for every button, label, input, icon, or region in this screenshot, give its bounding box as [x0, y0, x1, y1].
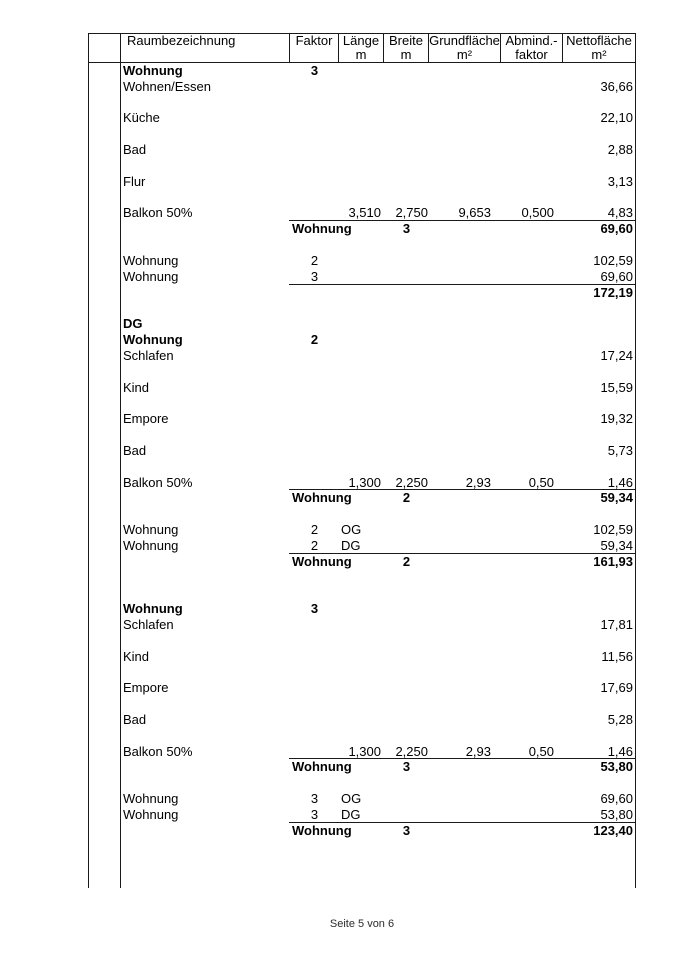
faktor-value: 3 [310, 268, 319, 284]
room-name: Wohnung [123, 522, 179, 538]
table-row-blank [89, 633, 635, 649]
column-header-unit: m [355, 47, 367, 62]
grundflaeche-value: 2,93 [465, 474, 491, 490]
table-row-apt [89, 807, 635, 823]
table-row-sum [89, 490, 635, 506]
room-name: Wohnung [123, 601, 183, 617]
nettoflaeche-value: 17,69 [600, 680, 633, 696]
room-name: Empore [123, 411, 169, 427]
table-row-group [89, 316, 635, 332]
abmind-value: 0,500 [521, 205, 554, 221]
column-header-label: Raumbezeichnung [127, 34, 236, 48]
table-row-blank [89, 95, 635, 111]
floor-label: OG [341, 791, 362, 807]
room-name: Balkon 50% [123, 474, 193, 490]
sum-count: 3 [402, 822, 411, 838]
nettoflaeche-value: 102,59 [593, 522, 633, 538]
faktor-value: 3 [310, 791, 319, 807]
sum-count: 3 [402, 759, 411, 775]
table-row-blank [89, 300, 635, 316]
table-row-blank [89, 158, 635, 174]
table-row-room [89, 380, 635, 396]
table-row-blank [89, 395, 635, 411]
abmind-value: 0,50 [528, 743, 554, 759]
nettoflaeche-value: 53,80 [600, 806, 633, 822]
nettoflaeche-value: 161,93 [593, 553, 633, 569]
room-name: Kind [123, 379, 150, 395]
faktor-value: 2 [310, 537, 319, 553]
nettoflaeche-value: 123,40 [593, 822, 633, 838]
column-header-grundflaeche [429, 34, 501, 62]
sum-count: 3 [402, 221, 411, 237]
room-name: Flur [123, 173, 146, 189]
table-row-blank [89, 728, 635, 744]
table-row-room [89, 110, 635, 126]
table-row-apt [89, 522, 635, 538]
sum-label: Wohnung [292, 221, 352, 237]
column-header-label: Faktor [295, 34, 333, 48]
room-name: Wohnen/Essen [123, 78, 211, 94]
table-row-blank [89, 237, 635, 253]
nettoflaeche-value: 19,32 [600, 411, 633, 427]
column-header-label: Breite [389, 34, 423, 48]
room-name: Balkon 50% [123, 205, 193, 221]
column-header-label: Grundfläche [429, 34, 500, 48]
nettoflaeche-value: 69,60 [600, 268, 633, 284]
column-header-unit: faktor [515, 47, 548, 62]
room-name: Bad [123, 442, 147, 458]
breite-value: 2,250 [395, 474, 428, 490]
grundflaeche-value: 9,653 [458, 205, 491, 221]
room-name: Schlafen [123, 347, 174, 363]
nettoflaeche-value: 11,56 [601, 648, 633, 664]
room-name: Wohnung [123, 791, 179, 807]
floor-label: OG [341, 522, 362, 538]
table-body [88, 63, 636, 888]
table-row-blank [89, 696, 635, 712]
sum-count: 2 [402, 553, 411, 569]
table-row-apt [89, 538, 635, 554]
table-row-sum [89, 823, 635, 839]
laenge-value: 1,300 [348, 743, 381, 759]
column-header-unit: m² [456, 47, 473, 62]
column-header-empty [89, 34, 121, 62]
room-name: Schlafen [123, 616, 174, 632]
faktor-value: 2 [310, 252, 319, 268]
faktor-value: 3 [310, 63, 319, 78]
table-row-room [89, 649, 635, 665]
nettoflaeche-value: 22,10 [600, 110, 633, 126]
table-row-sum [89, 221, 635, 237]
table-row-sum [89, 759, 635, 775]
room-name: Bad [123, 142, 147, 158]
table-row-room [89, 348, 635, 364]
table-row-apt [89, 269, 635, 285]
table-row-group [89, 332, 635, 348]
table-row-room [89, 79, 635, 95]
table-row-blank [89, 364, 635, 380]
column-header-label: Abmind.- [505, 34, 558, 48]
sum-label: Wohnung [292, 822, 352, 838]
column-header-faktor [290, 34, 339, 62]
nettoflaeche-value: 59,34 [600, 537, 633, 553]
table-row-room [89, 142, 635, 158]
nettoflaeche-value: 15,59 [600, 379, 633, 395]
table-row-total [89, 285, 635, 301]
table-row-meas [89, 744, 635, 760]
laenge-value: 3,510 [348, 205, 381, 221]
column-header-breite [384, 34, 429, 62]
nettoflaeche-value: 2,88 [607, 142, 633, 158]
column-header-abmindfaktor [501, 34, 563, 62]
nettoflaeche-value: 5,73 [607, 442, 633, 458]
nettoflaeche-value: 53,80 [600, 759, 633, 775]
table-row-blank [89, 775, 635, 791]
table-row-room [89, 712, 635, 728]
table-row-group [89, 63, 635, 79]
nettoflaeche-value: 69,60 [600, 221, 633, 237]
area-calculation-table [88, 33, 636, 889]
floor-label: DG [341, 806, 361, 822]
room-name: Wohnung [123, 252, 179, 268]
table-row-room [89, 443, 635, 459]
nettoflaeche-value: 17,24 [600, 347, 633, 363]
room-name: Wohnung [123, 806, 179, 822]
table-header-row [88, 33, 636, 63]
table-row-blank [89, 459, 635, 475]
table-row-blank [89, 585, 635, 601]
column-header-unit: m² [591, 47, 607, 62]
faktor-value: 2 [310, 522, 319, 538]
page-number: Seite 5 von 6 [329, 918, 395, 930]
table-row-blank [89, 126, 635, 142]
column-header-nettoflaeche [563, 34, 635, 62]
room-name: Bad [123, 711, 147, 727]
nettoflaeche-value: 59,34 [600, 490, 633, 506]
nettoflaeche-value: 102,59 [593, 252, 633, 268]
table-row-meas [89, 205, 635, 221]
floor-label: DG [341, 537, 361, 553]
table-row-blank [89, 570, 635, 586]
column-header-label: Nettofläche [566, 34, 632, 48]
sum-label: Wohnung [292, 759, 352, 775]
room-name: Küche [123, 110, 160, 126]
column-header-laenge [339, 34, 384, 62]
sum-label: Wohnung [292, 553, 352, 569]
room-name: Wohnung [123, 268, 179, 284]
grundflaeche-value: 2,93 [465, 743, 491, 759]
nettoflaeche-value: 1,46 [607, 474, 633, 490]
room-name: Balkon 50% [123, 743, 193, 759]
table-row-room [89, 174, 635, 190]
laenge-value: 1,300 [348, 474, 381, 490]
nettoflaeche-value: 4,83 [607, 205, 633, 221]
nettoflaeche-value: 3,13 [607, 173, 633, 189]
room-name: Wohnung [123, 537, 179, 553]
table-row-meas [89, 475, 635, 491]
room-name: DG [123, 316, 143, 332]
table-row-blank [89, 427, 635, 443]
sum-count: 2 [402, 490, 411, 506]
faktor-value: 2 [310, 332, 319, 348]
abmind-value: 0,50 [528, 474, 554, 490]
nettoflaeche-value: 17,81 [600, 616, 633, 632]
breite-value: 2,750 [395, 205, 428, 221]
table-row-blank [89, 506, 635, 522]
table-row-blank [89, 664, 635, 680]
nettoflaeche-value: 5,28 [607, 711, 633, 727]
room-name: Kind [123, 648, 150, 664]
nettoflaeche-value: 1,46 [607, 743, 633, 759]
breite-value: 2,250 [395, 743, 428, 759]
nettoflaeche-value: 36,66 [600, 78, 633, 94]
faktor-value: 3 [310, 806, 319, 822]
room-name: Wohnung [123, 332, 183, 348]
room-name: Empore [123, 680, 169, 696]
table-row-blank [89, 190, 635, 206]
table-row-room [89, 617, 635, 633]
column-header-label: Länge [342, 34, 380, 48]
nettoflaeche-value: 69,60 [600, 791, 633, 807]
table-row-room [89, 680, 635, 696]
table-row-group [89, 601, 635, 617]
nettoflaeche-value: 172,19 [593, 284, 633, 300]
table-row-sum [89, 554, 635, 570]
table-row-apt [89, 253, 635, 269]
room-name: Wohnung [123, 63, 183, 78]
faktor-value: 3 [310, 601, 319, 617]
column-header-raumbezeichnung [121, 34, 290, 62]
table-row-room [89, 411, 635, 427]
column-header-unit: m [400, 47, 412, 62]
sum-label: Wohnung [292, 490, 352, 506]
table-row-apt [89, 791, 635, 807]
